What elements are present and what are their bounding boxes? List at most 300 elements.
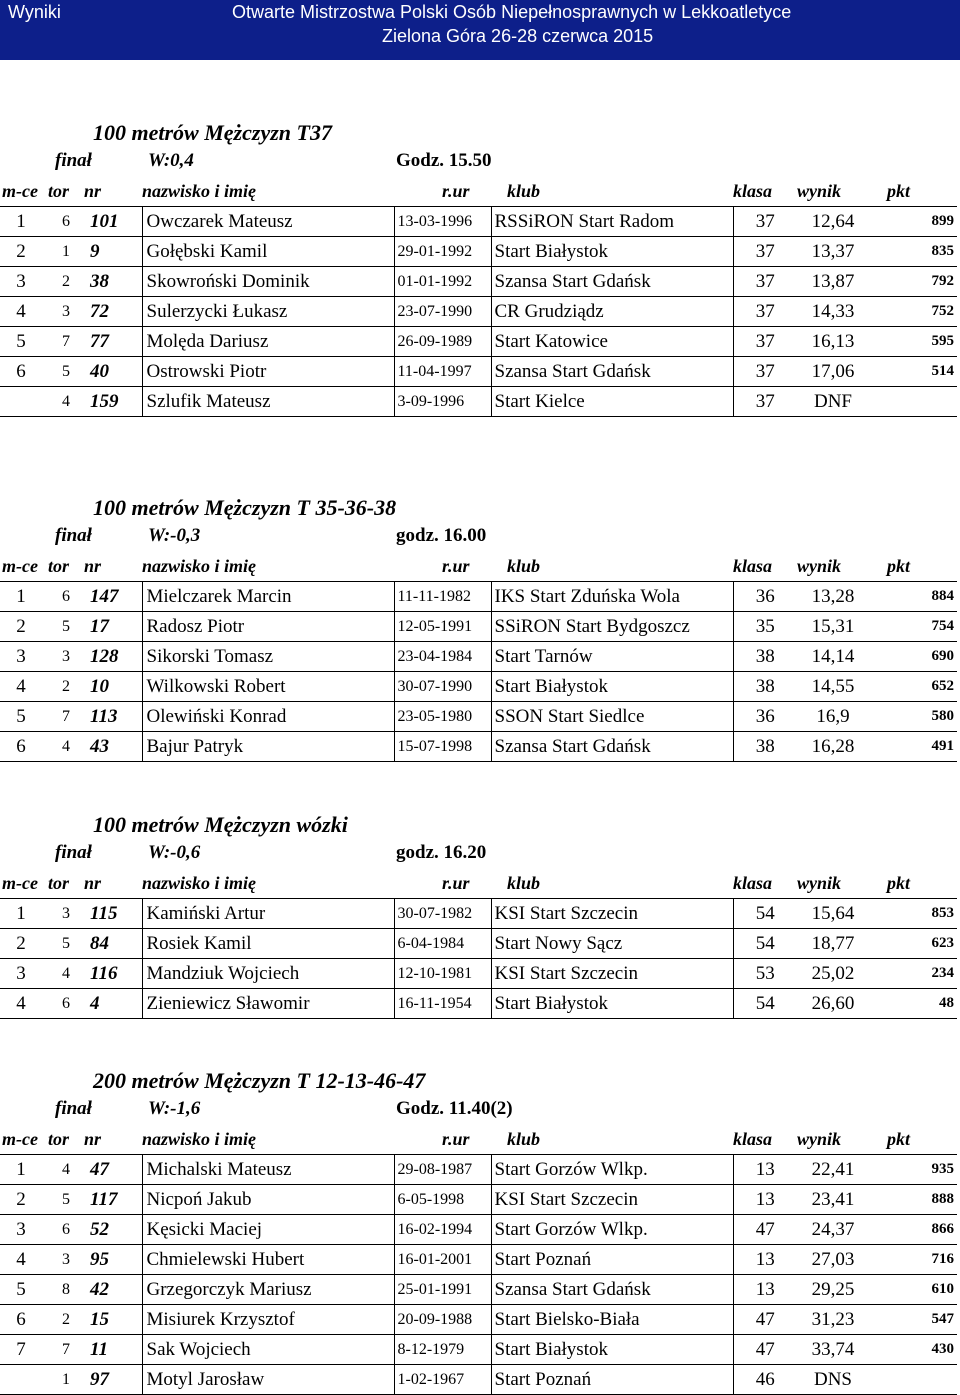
table-row	[0, 989, 957, 1019]
cell-bib: 15	[90, 1309, 109, 1330]
cell-points: 752	[931, 303, 954, 319]
cell-name: Wilkowski Robert	[142, 672, 394, 702]
cell-result: 13,37	[811, 241, 855, 262]
table-row	[0, 1215, 957, 1245]
cell-name: Mandziuk Wojciech	[142, 959, 394, 989]
cell-lane: 8	[62, 1281, 70, 1298]
cell-lane: 2	[62, 1311, 70, 1328]
column-header-name: nazwisko i imię	[142, 556, 257, 576]
table-row	[0, 327, 957, 357]
cell-club: Start Nowy Sącz	[491, 929, 733, 959]
cell-class: 47	[733, 1215, 797, 1245]
cell-class: 47	[733, 1335, 797, 1365]
cell-name: Ostrowski Piotr	[142, 357, 394, 387]
cell-result: 16,9	[816, 706, 850, 727]
cell-lane: 1	[62, 1371, 70, 1388]
cell-points: 835	[931, 243, 954, 259]
table-row	[0, 582, 957, 612]
table-header-row	[0, 869, 957, 899]
cell-class: 37	[733, 357, 797, 387]
cell-points: 580	[931, 708, 954, 724]
cell-name: Nicpoń Jakub	[142, 1185, 394, 1215]
column-header-birthdate: r.ur	[442, 556, 470, 576]
cell-class: 46	[733, 1365, 797, 1395]
round-label: finał	[55, 842, 92, 863]
cell-name: Sulerzycki Łukasz	[142, 297, 394, 327]
cell-birthdate: 25-01-1991	[394, 1275, 491, 1305]
cell-place: 5	[16, 706, 26, 727]
cell-result: 13,28	[811, 586, 855, 607]
cell-club: KSI Start Szczecin	[491, 899, 733, 929]
column-header-result: wynik	[797, 873, 842, 893]
cell-place: 2	[16, 933, 26, 954]
cell-birthdate: 29-08-1987	[394, 1155, 491, 1185]
cell-lane: 5	[62, 618, 70, 635]
cell-club: Start Białystok	[491, 672, 733, 702]
table-header-row	[0, 177, 957, 207]
column-header-club: klub	[507, 556, 541, 576]
cell-result: 24,37	[811, 1219, 855, 1240]
table-row	[0, 959, 957, 989]
wind-label: W:-1,6	[148, 1098, 201, 1119]
cell-name: Michalski Mateusz	[142, 1155, 394, 1185]
cell-club: Start Poznań	[491, 1365, 733, 1395]
cell-lane: 6	[62, 213, 70, 230]
round-label: finał	[55, 1098, 92, 1119]
cell-birthdate: 16-11-1954	[394, 989, 491, 1019]
table-row	[0, 642, 957, 672]
cell-name: Grzegorczyk Mariusz	[142, 1275, 394, 1305]
page-header	[0, 0, 960, 60]
cell-bib: 117	[90, 1189, 118, 1210]
cell-class: 37	[733, 297, 797, 327]
cell-place: 2	[16, 616, 26, 637]
cell-place: 4	[16, 1249, 26, 1270]
results-table	[0, 869, 957, 1019]
cell-club: SSON Start Siedlce	[491, 702, 733, 732]
cell-club: Start Katowice	[491, 327, 733, 357]
cell-name: Misiurek Krzysztof	[142, 1305, 394, 1335]
wind-label: W:-0,3	[148, 525, 201, 546]
table-row	[0, 1185, 957, 1215]
cell-points: 514	[931, 363, 954, 379]
cell-place: 1	[16, 586, 26, 607]
cell-lane: 3	[62, 303, 70, 320]
cell-birthdate: 6-04-1984	[394, 929, 491, 959]
cell-lane: 3	[62, 648, 70, 665]
cell-points: 853	[931, 905, 954, 921]
cell-birthdate: 13-03-1996	[394, 207, 491, 237]
table-row	[0, 207, 957, 237]
cell-result: 16,28	[811, 736, 855, 757]
cell-name: Skowroński Dominik	[142, 267, 394, 297]
cell-points: 754	[931, 618, 954, 634]
cell-name: Molęda Dariusz	[142, 327, 394, 357]
cell-result: 17,06	[811, 361, 855, 382]
cell-lane: 4	[62, 393, 70, 410]
cell-bib: 128	[90, 646, 119, 667]
cell-lane: 4	[62, 738, 70, 755]
cell-bib: 38	[90, 271, 109, 292]
cell-result: 31,23	[811, 1309, 855, 1330]
wind-label: W:0,4	[148, 150, 194, 171]
cell-club: Start Kielce	[491, 387, 733, 417]
cell-birthdate: 23-07-1990	[394, 297, 491, 327]
cell-place: 1	[16, 903, 26, 924]
column-header-place: m-ce	[2, 181, 38, 201]
cell-club: CR Grudziądz	[491, 297, 733, 327]
cell-bib: 9	[90, 241, 100, 262]
cell-name: Kamiński Artur	[142, 899, 394, 929]
column-header-name: nazwisko i imię	[142, 1129, 257, 1149]
cell-bib: 113	[90, 706, 118, 727]
cell-birthdate: 30-07-1982	[394, 899, 491, 929]
column-header-lane: tor	[48, 556, 70, 576]
cell-club: Start Gorzów Wlkp.	[491, 1155, 733, 1185]
cell-bib: 97	[90, 1369, 109, 1390]
cell-name: Sak Wojciech	[142, 1335, 394, 1365]
header-title: Otwarte Mistrzostwa Polski Osób Niepełnosprawnych w Lekkoatletyce	[232, 2, 792, 22]
cell-club: KSI Start Szczecin	[491, 959, 733, 989]
cell-result: 33,74	[811, 1339, 855, 1360]
cell-points: 792	[931, 273, 954, 289]
column-header-result: wynik	[797, 181, 842, 201]
cell-points: 899	[931, 213, 954, 229]
table-row	[0, 929, 957, 959]
cell-lane: 3	[62, 905, 70, 922]
cell-bib: 77	[90, 331, 109, 352]
cell-class: 37	[733, 387, 797, 417]
column-header-class: klasa	[733, 556, 773, 576]
table-header-row	[0, 552, 957, 582]
cell-result: 14,55	[811, 676, 855, 697]
column-header-club: klub	[507, 1129, 541, 1149]
column-header-points: pkt	[887, 1129, 911, 1149]
column-header-birthdate: r.ur	[442, 873, 470, 893]
cell-birthdate: 16-02-1994	[394, 1215, 491, 1245]
cell-club: Szansa Start Gdańsk	[491, 267, 733, 297]
cell-club: Szansa Start Gdańsk	[491, 1275, 733, 1305]
cell-place: 3	[16, 1219, 26, 1240]
cell-club: Szansa Start Gdańsk	[491, 357, 733, 387]
cell-class: 54	[733, 929, 797, 959]
column-header-birthdate: r.ur	[442, 1129, 470, 1149]
cell-name: Sikorski Tomasz	[142, 642, 394, 672]
cell-class: 37	[733, 327, 797, 357]
cell-birthdate: 30-07-1990	[394, 672, 491, 702]
cell-points: 547	[931, 1311, 954, 1327]
start-time: Godz. 11.40(2)	[396, 1098, 513, 1119]
cell-bib: 116	[90, 963, 118, 984]
cell-points: 888	[931, 1191, 954, 1207]
cell-points: 491	[931, 738, 954, 754]
cell-result: 25,02	[811, 963, 855, 984]
table-row	[0, 267, 957, 297]
cell-club: Start Białystok	[491, 1335, 733, 1365]
cell-birthdate: 29-01-1992	[394, 237, 491, 267]
cell-bib: 147	[90, 586, 119, 607]
cell-points: 623	[931, 935, 954, 951]
table-row	[0, 1155, 957, 1185]
cell-bib: 17	[90, 616, 109, 637]
cell-birthdate: 23-04-1984	[394, 642, 491, 672]
cell-club: Start Bielsko-Biała	[491, 1305, 733, 1335]
cell-result: 26,60	[811, 993, 855, 1014]
cell-points: 716	[931, 1251, 954, 1267]
cell-birthdate: 8-12-1979	[394, 1335, 491, 1365]
cell-place: 5	[16, 331, 26, 352]
cell-lane: 7	[62, 1341, 70, 1358]
table-row	[0, 702, 957, 732]
cell-class: 54	[733, 989, 797, 1019]
cell-birthdate: 6-05-1998	[394, 1185, 491, 1215]
cell-club: Start Poznań	[491, 1245, 733, 1275]
cell-club: KSI Start Szczecin	[491, 1185, 733, 1215]
column-header-lane: tor	[48, 1129, 70, 1149]
wind-label: W:-0,6	[148, 842, 201, 863]
column-header-club: klub	[507, 873, 541, 893]
cell-birthdate: 16-01-2001	[394, 1245, 491, 1275]
cell-result: 22,41	[811, 1159, 855, 1180]
cell-lane: 6	[62, 1221, 70, 1238]
cell-result: 15,64	[811, 903, 855, 924]
results-table	[0, 1125, 957, 1395]
cell-class: 54	[733, 899, 797, 929]
cell-bib: 101	[90, 211, 119, 232]
cell-points: 430	[931, 1341, 954, 1357]
cell-place: 4	[16, 676, 26, 697]
start-time: Godz. 15.50	[396, 150, 492, 171]
round-label: finał	[55, 525, 92, 546]
column-header-class: klasa	[733, 181, 773, 201]
cell-bib: 52	[90, 1219, 109, 1240]
cell-class: 36	[733, 582, 797, 612]
cell-points: 935	[931, 1161, 954, 1177]
cell-bib: 95	[90, 1249, 109, 1270]
event-title: 200 metrów Mężczyzn T 12-13-46-47	[93, 1068, 426, 1093]
cell-club: Start Gorzów Wlkp.	[491, 1215, 733, 1245]
cell-result: 13,87	[811, 271, 855, 292]
cell-class: 13	[733, 1185, 797, 1215]
table-row	[0, 1335, 957, 1365]
cell-place: 6	[16, 736, 26, 757]
cell-result: 14,14	[811, 646, 855, 667]
cell-lane: 2	[62, 678, 70, 695]
cell-class: 36	[733, 702, 797, 732]
column-header-name: nazwisko i imię	[142, 181, 257, 201]
cell-points: 234	[931, 965, 954, 981]
cell-place: 4	[16, 301, 26, 322]
cell-birthdate: 23-05-1980	[394, 702, 491, 732]
cell-class: 37	[733, 267, 797, 297]
results-table	[0, 177, 957, 417]
cell-class: 38	[733, 732, 797, 762]
column-header-club: klub	[507, 181, 541, 201]
cell-birthdate: 26-09-1989	[394, 327, 491, 357]
cell-birthdate: 20-09-1988	[394, 1305, 491, 1335]
cell-name: Gołębski Kamil	[142, 237, 394, 267]
cell-class: 47	[733, 1305, 797, 1335]
start-time: godz. 16.00	[396, 525, 487, 546]
cell-name: Owczarek Mateusz	[142, 207, 394, 237]
cell-points	[869, 387, 957, 417]
column-header-birthdate: r.ur	[442, 181, 470, 201]
cell-name: Olewiński Konrad	[142, 702, 394, 732]
cell-name: Kęsicki Maciej	[142, 1215, 394, 1245]
cell-result: 23,41	[811, 1189, 855, 1210]
cell-class: 38	[733, 642, 797, 672]
cell-lane: 7	[62, 708, 70, 725]
cell-place	[0, 1365, 48, 1395]
column-header-bib: nr	[84, 873, 102, 893]
cell-points: 48	[939, 995, 954, 1011]
header-subtitle: Zielona Góra 26-28 czerwca 2015	[382, 26, 654, 46]
table-header-row	[0, 1125, 957, 1155]
cell-name: Mielczarek Marcin	[142, 582, 394, 612]
cell-points: 690	[931, 648, 954, 664]
cell-birthdate: 11-04-1997	[394, 357, 491, 387]
table-row	[0, 1365, 957, 1395]
cell-bib: 4	[90, 993, 100, 1014]
cell-points: 884	[931, 588, 954, 604]
cell-bib: 11	[90, 1339, 108, 1360]
column-header-name: nazwisko i imię	[142, 873, 257, 893]
cell-class: 13	[733, 1275, 797, 1305]
column-header-lane: tor	[48, 181, 70, 201]
cell-club: Start Tarnów	[491, 642, 733, 672]
cell-bib: 47	[90, 1159, 109, 1180]
cell-name: Bajur Patryk	[142, 732, 394, 762]
cell-lane: 3	[62, 1251, 70, 1268]
column-header-place: m-ce	[2, 556, 38, 576]
cell-name: Rosiek Kamil	[142, 929, 394, 959]
cell-place: 7	[16, 1339, 26, 1360]
cell-bib: 42	[90, 1279, 109, 1300]
cell-birthdate: 15-07-1998	[394, 732, 491, 762]
cell-class: 37	[733, 207, 797, 237]
cell-lane: 2	[62, 273, 70, 290]
cell-bib: 72	[90, 301, 109, 322]
column-header-bib: nr	[84, 1129, 102, 1149]
column-header-result: wynik	[797, 1129, 842, 1149]
cell-birthdate: 01-01-1992	[394, 267, 491, 297]
cell-class: 13	[733, 1155, 797, 1185]
cell-place: 3	[16, 963, 26, 984]
cell-lane: 1	[62, 243, 70, 260]
cell-club: SSiRON Start Bydgoszcz	[491, 612, 733, 642]
cell-class: 13	[733, 1245, 797, 1275]
table-row	[0, 297, 957, 327]
cell-class: 35	[733, 612, 797, 642]
cell-place: 2	[16, 241, 26, 262]
cell-class: 38	[733, 672, 797, 702]
column-header-class: klasa	[733, 1129, 773, 1149]
cell-place: 3	[16, 646, 26, 667]
cell-place: 3	[16, 271, 26, 292]
table-row	[0, 1305, 957, 1335]
cell-points: 652	[931, 678, 954, 694]
column-header-class: klasa	[733, 873, 773, 893]
cell-lane: 5	[62, 1191, 70, 1208]
cell-name: Radosz Piotr	[142, 612, 394, 642]
table-row	[0, 672, 957, 702]
cell-class: 53	[733, 959, 797, 989]
cell-result: 29,25	[811, 1279, 855, 1300]
column-header-bib: nr	[84, 181, 102, 201]
cell-birthdate: 12-10-1981	[394, 959, 491, 989]
cell-name: Chmielewski Hubert	[142, 1245, 394, 1275]
cell-bib: 40	[90, 361, 109, 382]
cell-points: 595	[931, 333, 954, 349]
cell-result: 18,77	[811, 933, 855, 954]
cell-result: 16,13	[811, 331, 855, 352]
cell-place: 4	[16, 993, 26, 1014]
cell-result: 12,64	[811, 211, 855, 232]
table-row	[0, 612, 957, 642]
cell-name: Motyl Jarosław	[142, 1365, 394, 1395]
cell-points: 610	[931, 1281, 954, 1297]
event-title: 100 metrów Mężczyzn wózki	[93, 812, 348, 837]
start-time: godz. 16.20	[396, 842, 487, 863]
cell-place: 1	[16, 211, 26, 232]
cell-bib: 10	[90, 676, 109, 697]
cell-birthdate: 1-02-1967	[394, 1365, 491, 1395]
cell-place: 6	[16, 361, 26, 382]
cell-points	[869, 1365, 957, 1395]
cell-club: Start Białystok	[491, 237, 733, 267]
table-row	[0, 237, 957, 267]
column-header-bib: nr	[84, 556, 102, 576]
cell-club: IKS Start Zduńska Wola	[491, 582, 733, 612]
table-row	[0, 357, 957, 387]
cell-club: Szansa Start Gdańsk	[491, 732, 733, 762]
cell-club: RSSiRON Start Radom	[491, 207, 733, 237]
event-title: 100 metrów Mężczyzn T 35-36-38	[93, 495, 397, 520]
cell-result: DNS	[813, 1369, 852, 1390]
cell-lane: 7	[62, 333, 70, 350]
cell-result: 14,33	[811, 301, 855, 322]
table-row	[0, 387, 957, 417]
cell-result: 15,31	[811, 616, 855, 637]
header-label: Wyniki	[8, 2, 61, 22]
event-title: 100 metrów Mężczyzn T37	[93, 120, 332, 145]
table-row	[0, 899, 957, 929]
cell-place: 6	[16, 1309, 26, 1330]
cell-place: 5	[16, 1279, 26, 1300]
cell-lane: 6	[62, 995, 70, 1012]
cell-name: Zieniewicz Sławomir	[142, 989, 394, 1019]
column-header-lane: tor	[48, 873, 70, 893]
cell-name: Szlufik Mateusz	[142, 387, 394, 417]
cell-birthdate: 3-09-1996	[394, 387, 491, 417]
table-row	[0, 732, 957, 762]
column-header-points: pkt	[887, 181, 911, 201]
cell-bib: 84	[90, 933, 109, 954]
cell-club: Start Białystok	[491, 989, 733, 1019]
table-row	[0, 1275, 957, 1305]
column-header-points: pkt	[887, 873, 911, 893]
table-row	[0, 1245, 957, 1275]
cell-lane: 5	[62, 363, 70, 380]
cell-result: 27,03	[811, 1249, 855, 1270]
cell-points: 866	[931, 1221, 954, 1237]
column-header-place: m-ce	[2, 1129, 38, 1149]
cell-bib: 159	[90, 391, 119, 412]
cell-lane: 4	[62, 1161, 70, 1178]
cell-lane: 6	[62, 588, 70, 605]
cell-place: 1	[16, 1159, 26, 1180]
cell-bib: 115	[90, 903, 118, 924]
